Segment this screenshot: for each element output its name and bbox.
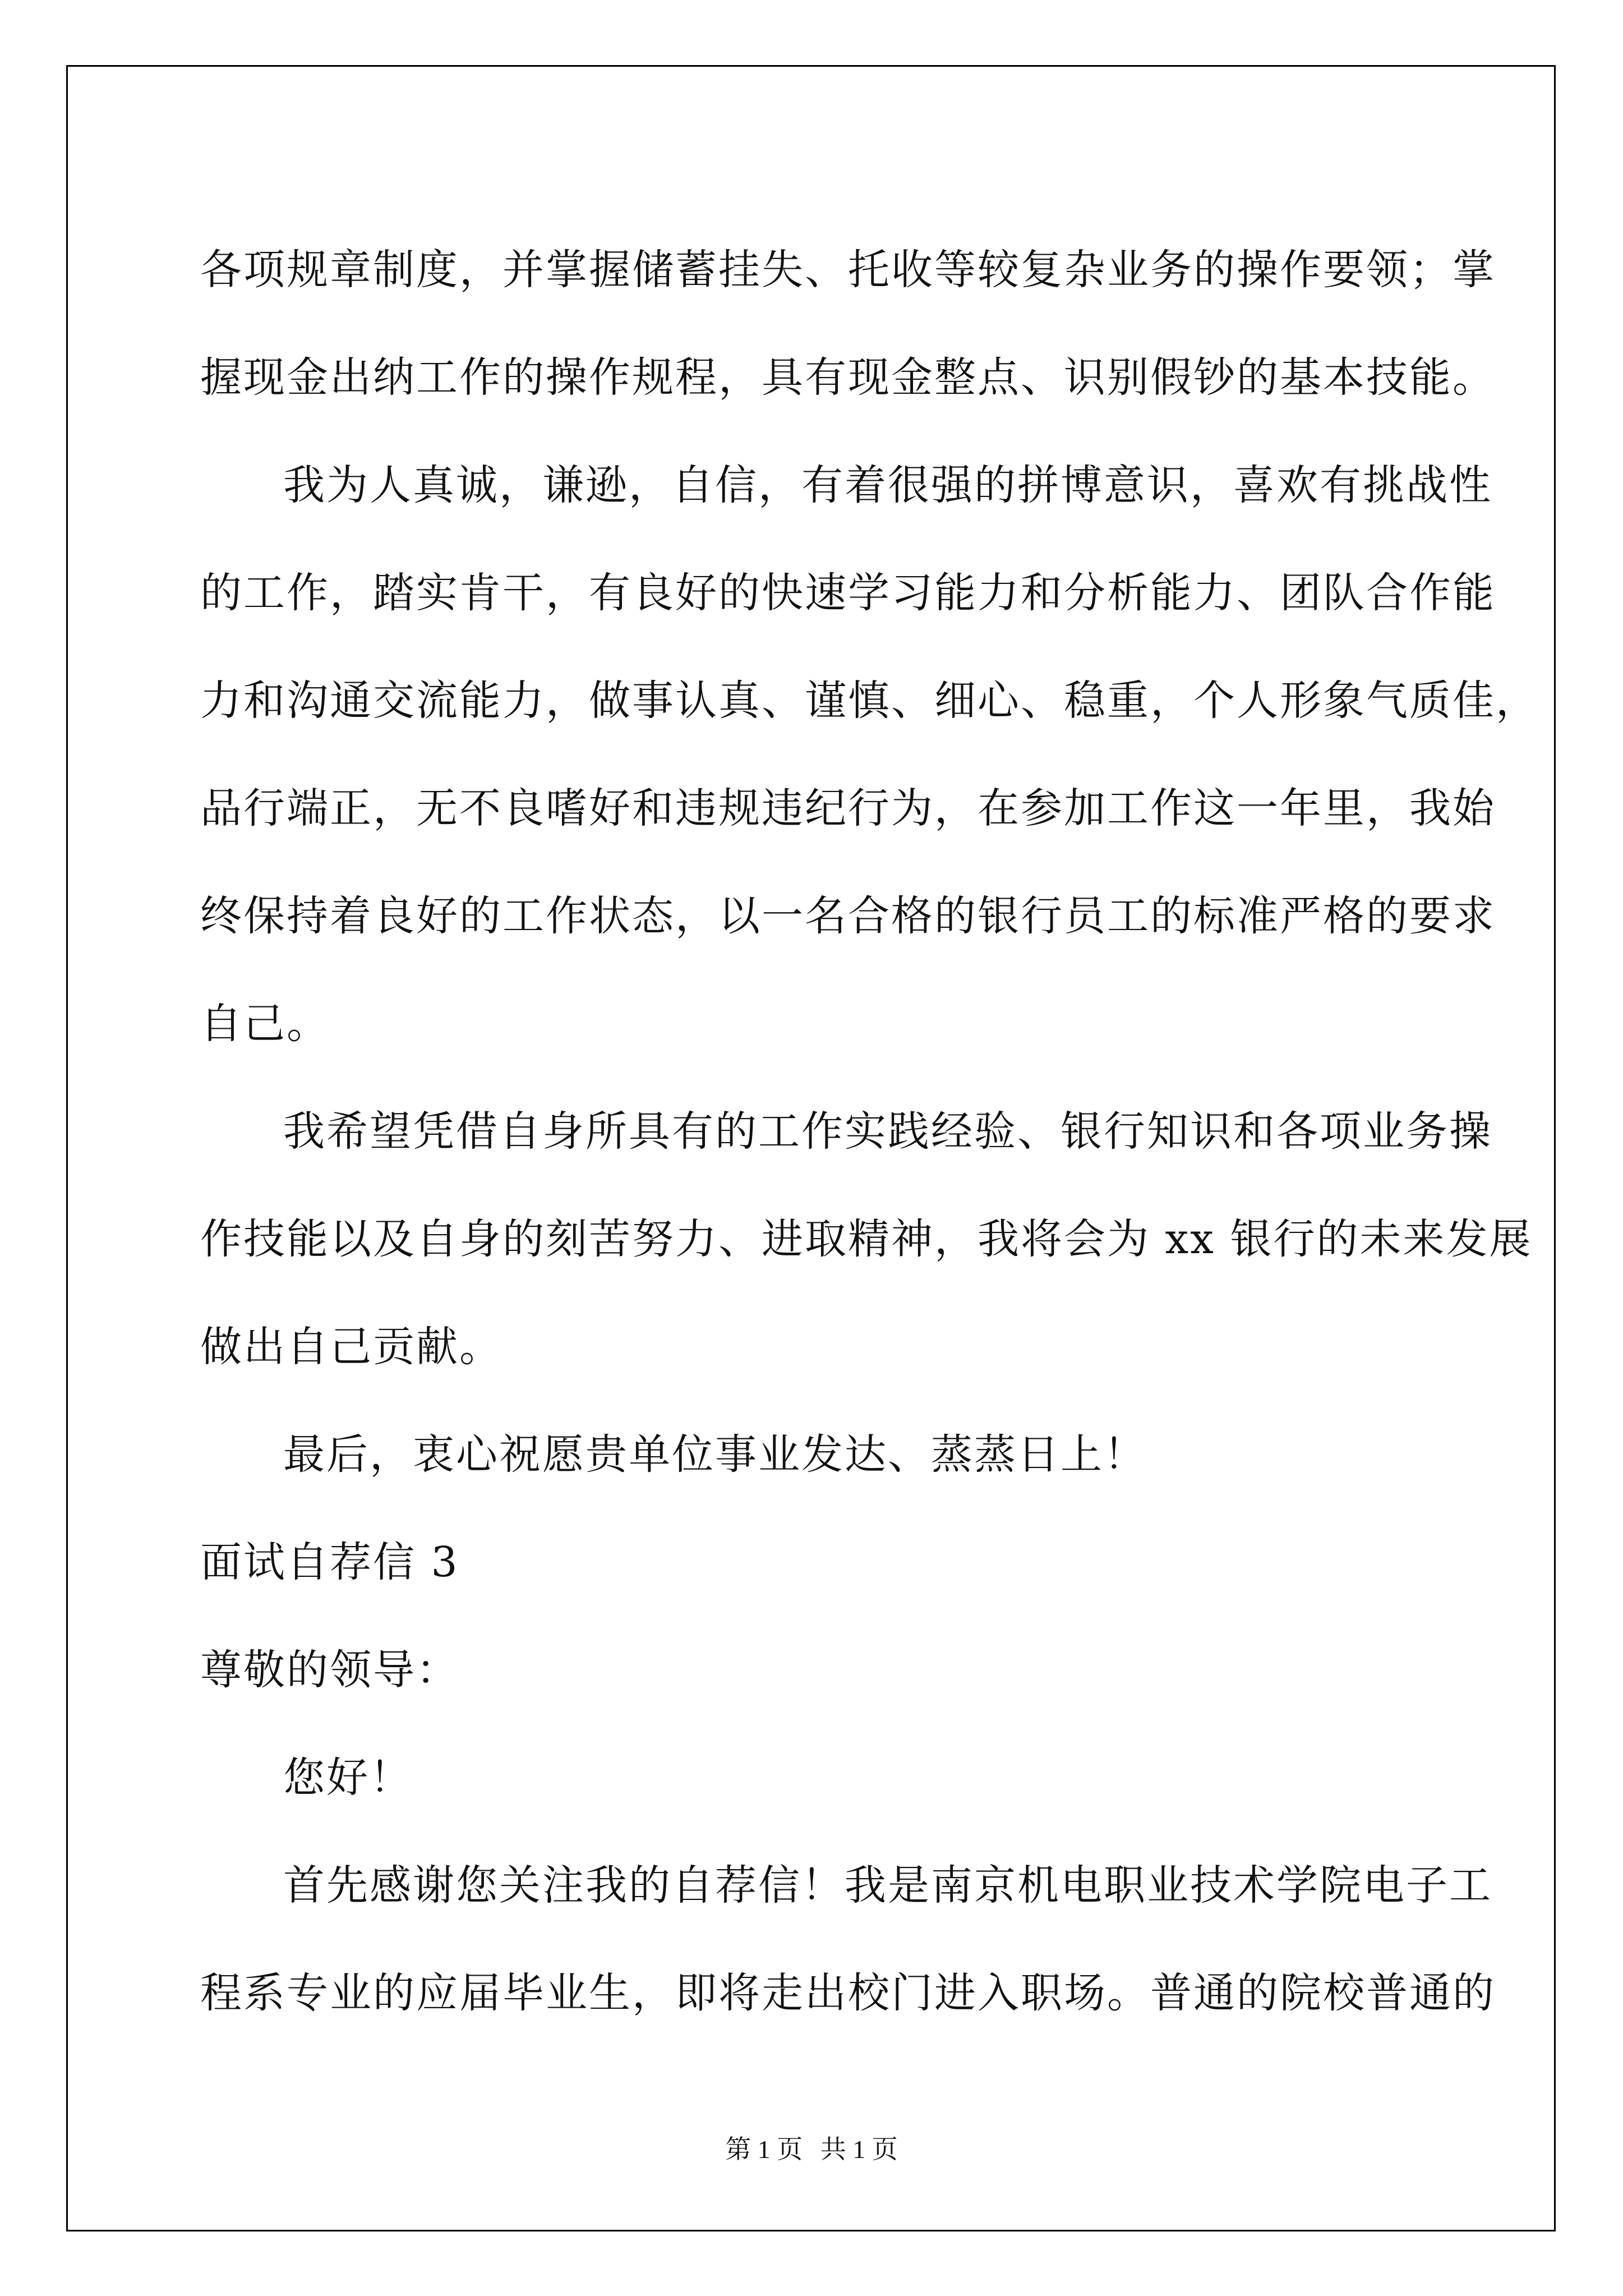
text-line: 的工作，踏实肯干，有良好的快速学习能力和分析能力、团队合作能 <box>200 569 1496 617</box>
paragraph <box>200 1401 1456 1508</box>
document-body <box>200 216 1539 2047</box>
text-line: 您好！ <box>283 1754 413 1802</box>
greeting <box>200 1724 1456 1832</box>
paragraph <box>200 1078 1533 1401</box>
salutation <box>200 1616 1456 1724</box>
text-line: 尊敬的领导： <box>200 1646 459 1694</box>
text-line: 首先感谢您关注我的自荐信！我是南京机电职业技术学院电子工 <box>283 1861 1492 1910</box>
text-line: 我希望凭借自身所具有的工作实践经验、银行知识和各项业务操 <box>283 1107 1492 1156</box>
text-line: 最后，衷心祝愿贵单位事业发达、蒸蒸日上！ <box>283 1430 1147 1479</box>
text-line: 面试自荐信 3 <box>200 1538 459 1586</box>
page-footer <box>0 2129 1623 2166</box>
letter-heading <box>200 1508 1456 1616</box>
text-line: 程系专业的应届毕业生，即将走出校门进入职场。普通的院校普通的 <box>200 1969 1496 2017</box>
page-total: 共 1 页 <box>820 2135 898 2164</box>
text-line: 作技能以及自身的刻苦努力、进取精神，我将会为 xx 银行的未来发展 <box>200 1215 1533 1263</box>
text-line: 自己。 <box>200 1000 330 1048</box>
paragraph <box>200 431 1539 1078</box>
paragraph <box>200 1832 1496 2047</box>
page-number: 第 1 页 <box>725 2135 803 2164</box>
paragraph <box>200 216 1496 431</box>
text-line: 各项规章制度，并掌握储蓄挂失、托收等较复杂业务的操作要领；掌 <box>200 246 1496 294</box>
text-line: 品行端正，无不良嗜好和违规违纪行为，在参加工作这一年里，我始 <box>200 784 1496 832</box>
text-line: 终保持着良好的工作状态，以一名合格的银行员工的标准严格的要求 <box>200 892 1496 940</box>
text-line: 握现金出纳工作的操作规程，具有现金整点、识别假钞的基本技能。 <box>200 353 1496 402</box>
text-line: 力和沟通交流能力，做事认真、谨慎、细心、稳重，个人形象气质佳， <box>200 677 1539 725</box>
text-line: 做出自己贡献。 <box>200 1323 502 1371</box>
text-line: 我为人真诚，谦逊，自信，有着很强的拼博意识，喜欢有挑战性 <box>283 461 1492 509</box>
